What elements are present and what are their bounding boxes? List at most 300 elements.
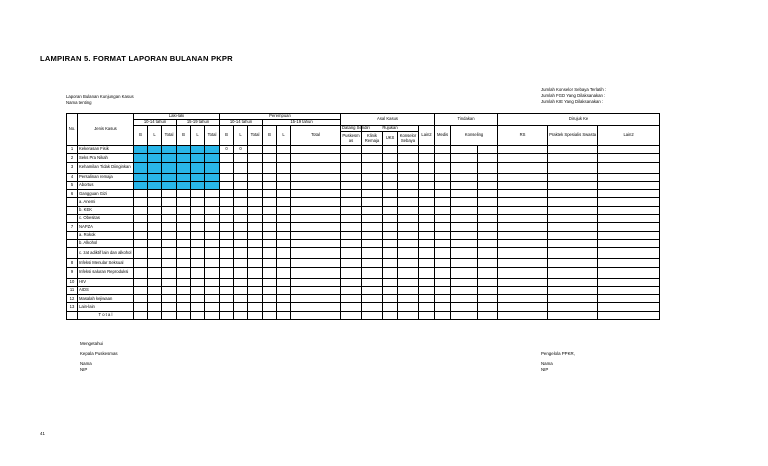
- data-cell[interactable]: [362, 162, 383, 173]
- data-cell[interactable]: [177, 215, 191, 223]
- data-cell[interactable]: [205, 215, 220, 223]
- data-cell[interactable]: [134, 181, 148, 189]
- data-cell[interactable]: [451, 231, 478, 239]
- data-cell[interactable]: [191, 259, 205, 267]
- data-cell[interactable]: [419, 215, 435, 223]
- data-cell[interactable]: [362, 223, 383, 231]
- data-cell[interactable]: [205, 198, 220, 206]
- data-cell[interactable]: [191, 154, 205, 162]
- data-cell[interactable]: [148, 295, 162, 303]
- data-cell[interactable]: [134, 303, 148, 311]
- data-cell[interactable]: [291, 239, 341, 247]
- data-cell[interactable]: [478, 206, 498, 214]
- data-cell[interactable]: [398, 162, 419, 173]
- data-cell[interactable]: [277, 248, 291, 259]
- data-cell[interactable]: [548, 286, 598, 294]
- data-cell[interactable]: [362, 154, 383, 162]
- data-cell[interactable]: [451, 206, 478, 214]
- total-cell[interactable]: [134, 311, 148, 319]
- data-cell[interactable]: [248, 286, 263, 294]
- data-cell[interactable]: [134, 295, 148, 303]
- data-cell[interactable]: [177, 286, 191, 294]
- data-cell[interactable]: [419, 295, 435, 303]
- data-cell[interactable]: [291, 146, 341, 154]
- data-cell[interactable]: [451, 286, 478, 294]
- data-cell[interactable]: [498, 259, 548, 267]
- data-cell[interactable]: [234, 278, 248, 286]
- data-cell[interactable]: [498, 215, 548, 223]
- data-cell[interactable]: [548, 231, 598, 239]
- data-cell[interactable]: [234, 231, 248, 239]
- data-cell[interactable]: [383, 154, 398, 162]
- data-cell[interactable]: [162, 267, 177, 278]
- data-cell[interactable]: [177, 223, 191, 231]
- data-cell[interactable]: [451, 173, 478, 181]
- data-cell[interactable]: [341, 215, 362, 223]
- data-cell[interactable]: [205, 154, 220, 162]
- data-cell[interactable]: [548, 295, 598, 303]
- data-cell[interactable]: [398, 278, 419, 286]
- data-cell[interactable]: [277, 278, 291, 286]
- data-cell[interactable]: [263, 278, 277, 286]
- data-cell[interactable]: [234, 248, 248, 259]
- data-cell[interactable]: [548, 162, 598, 173]
- data-cell[interactable]: [341, 181, 362, 189]
- data-cell[interactable]: [362, 248, 383, 259]
- data-cell[interactable]: [263, 267, 277, 278]
- data-cell[interactable]: [205, 162, 220, 173]
- data-cell[interactable]: [362, 181, 383, 189]
- data-cell[interactable]: [277, 223, 291, 231]
- data-cell[interactable]: [498, 278, 548, 286]
- data-cell[interactable]: [478, 295, 498, 303]
- data-cell[interactable]: [177, 248, 191, 259]
- data-cell[interactable]: [248, 223, 263, 231]
- total-cell[interactable]: [248, 311, 263, 319]
- data-cell[interactable]: [234, 286, 248, 294]
- data-cell[interactable]: [148, 215, 162, 223]
- data-cell[interactable]: [341, 239, 362, 247]
- data-cell[interactable]: [398, 259, 419, 267]
- data-cell[interactable]: [191, 303, 205, 311]
- data-cell[interactable]: [362, 173, 383, 181]
- data-cell[interactable]: [148, 146, 162, 154]
- data-cell[interactable]: [419, 181, 435, 189]
- data-cell[interactable]: [291, 162, 341, 173]
- data-cell[interactable]: [291, 295, 341, 303]
- data-cell[interactable]: [362, 198, 383, 206]
- data-cell[interactable]: [234, 215, 248, 223]
- data-cell[interactable]: [498, 190, 548, 198]
- data-cell[interactable]: [220, 190, 234, 198]
- data-cell[interactable]: [162, 231, 177, 239]
- data-cell[interactable]: [451, 223, 478, 231]
- data-cell[interactable]: [548, 215, 598, 223]
- data-cell[interactable]: [419, 162, 435, 173]
- data-cell[interactable]: [598, 162, 660, 173]
- data-cell[interactable]: [248, 295, 263, 303]
- data-cell[interactable]: [419, 198, 435, 206]
- data-cell[interactable]: [362, 215, 383, 223]
- data-cell[interactable]: [277, 173, 291, 181]
- data-cell[interactable]: [148, 223, 162, 231]
- data-cell[interactable]: [277, 190, 291, 198]
- data-cell[interactable]: [383, 162, 398, 173]
- data-cell[interactable]: [341, 190, 362, 198]
- data-cell[interactable]: [177, 239, 191, 247]
- data-cell[interactable]: [205, 181, 220, 189]
- data-cell[interactable]: [291, 259, 341, 267]
- data-cell[interactable]: [598, 231, 660, 239]
- data-cell[interactable]: [498, 267, 548, 278]
- data-cell[interactable]: [451, 267, 478, 278]
- data-cell[interactable]: [548, 278, 598, 286]
- data-cell[interactable]: [248, 198, 263, 206]
- data-cell[interactable]: [548, 223, 598, 231]
- data-cell[interactable]: [598, 286, 660, 294]
- data-cell[interactable]: [548, 154, 598, 162]
- data-cell[interactable]: [598, 173, 660, 181]
- data-cell[interactable]: [177, 303, 191, 311]
- total-cell[interactable]: [234, 311, 248, 319]
- data-cell[interactable]: [148, 162, 162, 173]
- data-cell[interactable]: [451, 181, 478, 189]
- data-cell[interactable]: [205, 206, 220, 214]
- data-cell[interactable]: [248, 162, 263, 173]
- data-cell[interactable]: [548, 259, 598, 267]
- data-cell[interactable]: [362, 278, 383, 286]
- data-cell[interactable]: [148, 154, 162, 162]
- data-cell[interactable]: [498, 248, 548, 259]
- data-cell[interactable]: [383, 223, 398, 231]
- data-cell[interactable]: [191, 146, 205, 154]
- data-cell[interactable]: [177, 154, 191, 162]
- data-cell[interactable]: [548, 248, 598, 259]
- data-cell[interactable]: [263, 223, 277, 231]
- data-cell[interactable]: [383, 190, 398, 198]
- data-cell[interactable]: [598, 267, 660, 278]
- data-cell[interactable]: [548, 146, 598, 154]
- data-cell[interactable]: [478, 248, 498, 259]
- data-cell[interactable]: [419, 206, 435, 214]
- data-cell[interactable]: [277, 267, 291, 278]
- data-cell[interactable]: [148, 286, 162, 294]
- total-cell[interactable]: [148, 311, 162, 319]
- data-cell[interactable]: [498, 173, 548, 181]
- data-cell[interactable]: [478, 223, 498, 231]
- data-cell[interactable]: [205, 278, 220, 286]
- data-cell[interactable]: [419, 248, 435, 259]
- data-cell[interactable]: [277, 146, 291, 154]
- data-cell[interactable]: [548, 239, 598, 247]
- data-cell[interactable]: [220, 173, 234, 181]
- data-cell[interactable]: [341, 223, 362, 231]
- data-cell[interactable]: [191, 206, 205, 214]
- data-cell[interactable]: [598, 181, 660, 189]
- data-cell[interactable]: [419, 278, 435, 286]
- data-cell[interactable]: [398, 154, 419, 162]
- data-cell[interactable]: [383, 295, 398, 303]
- data-cell[interactable]: [162, 181, 177, 189]
- data-cell[interactable]: [191, 190, 205, 198]
- data-cell[interactable]: [191, 181, 205, 189]
- data-cell[interactable]: [598, 295, 660, 303]
- total-cell[interactable]: [205, 311, 220, 319]
- data-cell[interactable]: [435, 303, 451, 311]
- data-cell[interactable]: [191, 231, 205, 239]
- data-cell[interactable]: [341, 278, 362, 286]
- data-cell[interactable]: [191, 278, 205, 286]
- data-cell[interactable]: [498, 239, 548, 247]
- data-cell[interactable]: [383, 239, 398, 247]
- data-cell[interactable]: [398, 215, 419, 223]
- data-cell[interactable]: [277, 162, 291, 173]
- data-cell[interactable]: [598, 248, 660, 259]
- data-cell[interactable]: [263, 190, 277, 198]
- data-cell[interactable]: [162, 190, 177, 198]
- data-cell[interactable]: [419, 286, 435, 294]
- data-cell[interactable]: [134, 215, 148, 223]
- data-cell[interactable]: [435, 154, 451, 162]
- total-cell[interactable]: [341, 311, 362, 319]
- data-cell[interactable]: [277, 259, 291, 267]
- data-cell[interactable]: [191, 173, 205, 181]
- data-cell[interactable]: [248, 206, 263, 214]
- data-cell[interactable]: [598, 259, 660, 267]
- data-cell[interactable]: [341, 248, 362, 259]
- data-cell[interactable]: [148, 181, 162, 189]
- data-cell[interactable]: [451, 295, 478, 303]
- data-cell[interactable]: [548, 303, 598, 311]
- data-cell[interactable]: [435, 259, 451, 267]
- data-cell[interactable]: [234, 223, 248, 231]
- total-cell[interactable]: [177, 311, 191, 319]
- data-cell[interactable]: [435, 239, 451, 247]
- data-cell[interactable]: [248, 303, 263, 311]
- data-cell[interactable]: [435, 295, 451, 303]
- data-cell[interactable]: [191, 239, 205, 247]
- data-cell[interactable]: [263, 206, 277, 214]
- data-cell[interactable]: [134, 248, 148, 259]
- total-cell[interactable]: [435, 311, 451, 319]
- data-cell[interactable]: [548, 181, 598, 189]
- data-cell[interactable]: [478, 146, 498, 154]
- data-cell[interactable]: [341, 146, 362, 154]
- data-cell[interactable]: [162, 146, 177, 154]
- data-cell[interactable]: [498, 295, 548, 303]
- data-cell[interactable]: [398, 267, 419, 278]
- data-cell[interactable]: [220, 278, 234, 286]
- data-cell[interactable]: [341, 303, 362, 311]
- data-cell[interactable]: [291, 154, 341, 162]
- data-cell[interactable]: [277, 198, 291, 206]
- total-cell[interactable]: [451, 311, 478, 319]
- data-cell[interactable]: [419, 190, 435, 198]
- data-cell[interactable]: [220, 267, 234, 278]
- data-cell[interactable]: [177, 231, 191, 239]
- data-cell[interactable]: [220, 162, 234, 173]
- data-cell[interactable]: [134, 239, 148, 247]
- data-cell[interactable]: [177, 181, 191, 189]
- data-cell[interactable]: [248, 248, 263, 259]
- data-cell[interactable]: [148, 267, 162, 278]
- data-cell[interactable]: [478, 154, 498, 162]
- data-cell[interactable]: [191, 295, 205, 303]
- data-cell[interactable]: [277, 231, 291, 239]
- data-cell[interactable]: [291, 223, 341, 231]
- data-cell[interactable]: [435, 215, 451, 223]
- data-cell[interactable]: [598, 190, 660, 198]
- data-cell[interactable]: [248, 259, 263, 267]
- data-cell[interactable]: [220, 239, 234, 247]
- data-cell[interactable]: [148, 231, 162, 239]
- data-cell[interactable]: [277, 154, 291, 162]
- data-cell[interactable]: [162, 278, 177, 286]
- data-cell[interactable]: [435, 181, 451, 189]
- data-cell[interactable]: [383, 278, 398, 286]
- data-cell[interactable]: [419, 231, 435, 239]
- data-cell[interactable]: [234, 173, 248, 181]
- data-cell[interactable]: [134, 154, 148, 162]
- data-cell[interactable]: [205, 173, 220, 181]
- data-cell[interactable]: [248, 239, 263, 247]
- data-cell[interactable]: [263, 173, 277, 181]
- data-cell[interactable]: [341, 162, 362, 173]
- data-cell[interactable]: [248, 278, 263, 286]
- data-cell[interactable]: [162, 295, 177, 303]
- data-cell[interactable]: [598, 223, 660, 231]
- data-cell[interactable]: [134, 267, 148, 278]
- data-cell[interactable]: [277, 181, 291, 189]
- data-cell[interactable]: [220, 223, 234, 231]
- data-cell[interactable]: [478, 239, 498, 247]
- data-cell[interactable]: [177, 295, 191, 303]
- data-cell[interactable]: [383, 206, 398, 214]
- data-cell[interactable]: [383, 303, 398, 311]
- data-cell[interactable]: [263, 231, 277, 239]
- data-cell[interactable]: [341, 259, 362, 267]
- data-cell[interactable]: [398, 295, 419, 303]
- data-cell[interactable]: [498, 286, 548, 294]
- total-cell[interactable]: [362, 311, 383, 319]
- total-cell[interactable]: [162, 311, 177, 319]
- data-cell[interactable]: [362, 146, 383, 154]
- data-cell[interactable]: [220, 259, 234, 267]
- data-cell[interactable]: [220, 295, 234, 303]
- data-cell[interactable]: [362, 303, 383, 311]
- data-cell[interactable]: [134, 198, 148, 206]
- data-cell[interactable]: [263, 198, 277, 206]
- data-cell[interactable]: [234, 154, 248, 162]
- data-cell[interactable]: [362, 190, 383, 198]
- data-cell[interactable]: [451, 198, 478, 206]
- data-cell[interactable]: [191, 223, 205, 231]
- data-cell[interactable]: [263, 303, 277, 311]
- data-cell[interactable]: [451, 259, 478, 267]
- data-cell[interactable]: [478, 215, 498, 223]
- data-cell[interactable]: [148, 303, 162, 311]
- data-cell[interactable]: [248, 190, 263, 198]
- data-cell[interactable]: [383, 198, 398, 206]
- data-cell[interactable]: [234, 190, 248, 198]
- data-cell[interactable]: [291, 198, 341, 206]
- data-cell[interactable]: [162, 206, 177, 214]
- data-cell[interactable]: [234, 162, 248, 173]
- data-cell[interactable]: [398, 181, 419, 189]
- data-cell[interactable]: [263, 239, 277, 247]
- data-cell[interactable]: [248, 173, 263, 181]
- data-cell[interactable]: [478, 231, 498, 239]
- data-cell[interactable]: [162, 239, 177, 247]
- data-cell[interactable]: [435, 162, 451, 173]
- data-cell[interactable]: [398, 198, 419, 206]
- data-cell[interactable]: [419, 239, 435, 247]
- data-cell[interactable]: [263, 154, 277, 162]
- data-cell[interactable]: [177, 278, 191, 286]
- data-cell[interactable]: [478, 278, 498, 286]
- data-cell[interactable]: [498, 303, 548, 311]
- data-cell[interactable]: [419, 303, 435, 311]
- data-cell[interactable]: [291, 286, 341, 294]
- data-cell[interactable]: [478, 267, 498, 278]
- data-cell[interactable]: [398, 248, 419, 259]
- data-cell[interactable]: [419, 173, 435, 181]
- data-cell[interactable]: [598, 215, 660, 223]
- data-cell[interactable]: [341, 295, 362, 303]
- data-cell[interactable]: [162, 286, 177, 294]
- data-cell[interactable]: [498, 223, 548, 231]
- data-cell[interactable]: [419, 154, 435, 162]
- data-cell[interactable]: [220, 154, 234, 162]
- data-cell[interactable]: [220, 206, 234, 214]
- data-cell[interactable]: [478, 190, 498, 198]
- data-cell[interactable]: [398, 239, 419, 247]
- data-cell[interactable]: [383, 267, 398, 278]
- data-cell[interactable]: [191, 198, 205, 206]
- data-cell[interactable]: [205, 295, 220, 303]
- data-cell[interactable]: [177, 259, 191, 267]
- data-cell[interactable]: [162, 162, 177, 173]
- data-cell[interactable]: [148, 173, 162, 181]
- data-cell[interactable]: [220, 198, 234, 206]
- data-cell[interactable]: [498, 154, 548, 162]
- data-cell[interactable]: [435, 173, 451, 181]
- data-cell[interactable]: [341, 173, 362, 181]
- data-cell[interactable]: [598, 206, 660, 214]
- data-cell[interactable]: [362, 239, 383, 247]
- total-cell[interactable]: [191, 311, 205, 319]
- data-cell[interactable]: [191, 215, 205, 223]
- data-cell[interactable]: [498, 231, 548, 239]
- data-cell[interactable]: [341, 206, 362, 214]
- data-cell[interactable]: [205, 239, 220, 247]
- data-cell[interactable]: [234, 303, 248, 311]
- data-cell[interactable]: [291, 278, 341, 286]
- data-cell[interactable]: [148, 248, 162, 259]
- data-cell[interactable]: [248, 215, 263, 223]
- data-cell[interactable]: [205, 303, 220, 311]
- total-cell[interactable]: [220, 311, 234, 319]
- data-cell[interactable]: [177, 190, 191, 198]
- data-cell[interactable]: [291, 303, 341, 311]
- data-cell[interactable]: [162, 198, 177, 206]
- data-cell[interactable]: [134, 162, 148, 173]
- data-cell[interactable]: [263, 215, 277, 223]
- data-cell[interactable]: [383, 231, 398, 239]
- data-cell[interactable]: [435, 248, 451, 259]
- data-cell[interactable]: [291, 248, 341, 259]
- data-cell[interactable]: [177, 146, 191, 154]
